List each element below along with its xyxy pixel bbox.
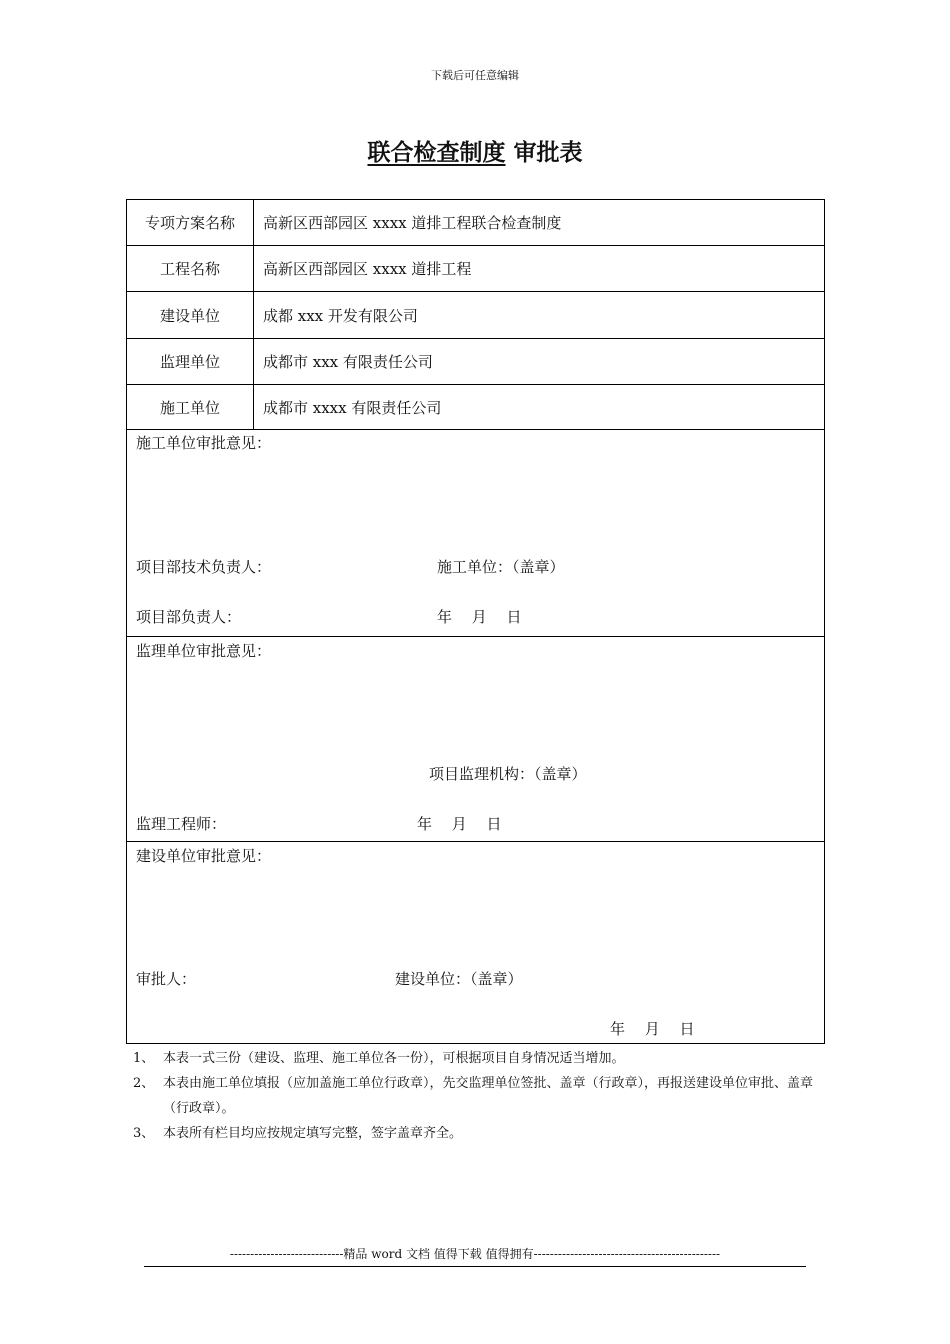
owner-date-label: 年 月 日 — [610, 1020, 695, 1038]
tech-lead-signature-label: 项目部技术负责人： — [136, 558, 272, 576]
supervision-approval-section — [127, 637, 824, 842]
supervision-date-label: 年 月 日 — [417, 815, 502, 833]
supervision-seal-label: 项目监理机构：（盖章） — [429, 765, 587, 783]
owner-opinion-heading: 建设单位审批意见： — [136, 847, 272, 865]
row-label: 施工单位 — [127, 385, 254, 429]
row-label: 专项方案名称 — [127, 200, 254, 245]
construction-opinion-heading: 施工单位审批意见： — [136, 434, 272, 452]
construction-approval-section — [127, 430, 824, 637]
note-item — [133, 1046, 823, 1071]
owner-approval-section — [127, 842, 824, 1043]
note-text: 本表一式三份（建设、监理、施工单位各一份），可根据项目自身情况适当增加。 — [163, 1051, 625, 1066]
engineer-signature-label: 监理工程师： — [136, 815, 227, 833]
table-row-plan-name — [127, 200, 824, 246]
row-label: 建设单位 — [127, 292, 254, 338]
note-number: 1、 — [133, 1051, 155, 1066]
row-value: 高新区西部园区 xxxx 道排工程 — [263, 260, 472, 278]
row-label: 监理单位 — [127, 339, 254, 384]
construction-seal-label: 施工单位：（盖章） — [437, 558, 565, 576]
note-number: 2、 — [133, 1076, 155, 1091]
note-text: 本表由施工单位填报（应加盖施工单位行政章），先交监理单位签批、盖章（行政章），再报送建设单位审批、盖章（行政章）。 — [163, 1076, 814, 1116]
row-value: 成都 xxx 开发有限公司 — [263, 306, 418, 325]
table-row-project-name — [127, 246, 824, 292]
table-row-construction-unit — [127, 385, 824, 430]
supervision-opinion-heading: 监理单位审批意见： — [136, 642, 272, 660]
approval-form-table — [126, 199, 825, 1044]
table-row-supervision-unit — [127, 339, 824, 385]
note-number: 3、 — [133, 1126, 155, 1141]
title-underlined: 联合检查制度 — [367, 140, 506, 166]
table-row-owner-unit — [127, 292, 824, 339]
approver-signature-label: 审批人： — [136, 970, 197, 988]
notes-list — [133, 1046, 823, 1146]
manager-signature-label: 项目部负责人： — [136, 608, 242, 626]
title-rest: 审批表 — [513, 140, 583, 166]
row-value: 成都市 xxxx 有限责任公司 — [263, 398, 442, 417]
header-note: 下载后可任意编辑 — [431, 69, 519, 82]
row-value: 成都市 xxx 有限责任公司 — [263, 353, 433, 371]
construction-date-label: 年 月 日 — [437, 608, 522, 626]
row-label: 工程名称 — [127, 246, 254, 291]
row-value: 高新区西部园区 xxxx 道排工程联合检查制度 — [263, 214, 562, 232]
note-item — [133, 1121, 823, 1146]
page-title — [0, 134, 950, 167]
owner-seal-label: 建设单位：（盖章） — [395, 970, 523, 988]
footer-banner: ----------------------------精品 word 文档 值得下载 值得拥有---------------------------------------------- — [144, 1245, 806, 1267]
note-text: 本表所有栏目均应按规定填写完整，签字盖章齐全。 — [163, 1126, 463, 1141]
note-item — [133, 1071, 823, 1121]
